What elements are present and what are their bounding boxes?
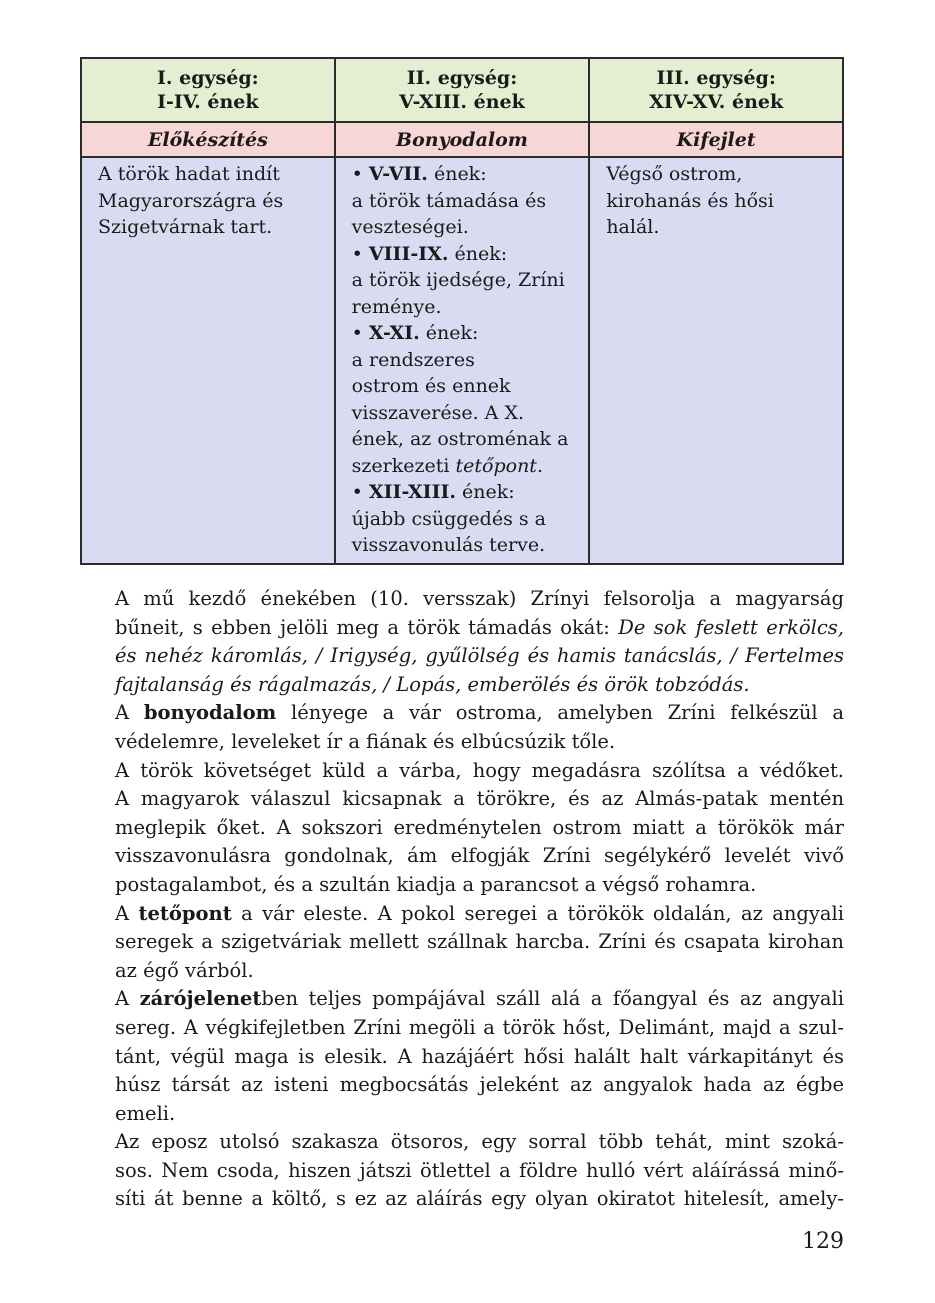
header-unit-3: III. egység: XIV-XV. ének (589, 58, 843, 122)
header-unit-1: I. egység: I-IV. ének (81, 58, 335, 122)
subheader-preparation: Előkészítés (81, 122, 335, 157)
table-header-row (81, 58, 843, 122)
table-subheader-row (81, 122, 843, 157)
cell-complication: • V-VII. ének: a török támadása és veszteségei. • VIII-IX. ének: a török ijedsége, Zríni reménye. • X-XI. ének: a rendszeres ostrom és ennek visszaverése. A X. ének, az ostroménak a szerkezeti tetőpont. • XII-XIII. ének: újabb csüggedés s a visszavonulás terve. (335, 157, 590, 564)
cell-resolution: Végső ostrom, kirohanás és hősi halál. (589, 157, 843, 564)
subheader-complication: Bonyodalom (335, 122, 590, 157)
paragraph-final-scene: A zárójelenetben teljes pompájával száll alá a főangyal és az angyali sereg. A végkifejletben Zríni megöli a török hőst, Delimánt, majd a szul- tánt, végül maga is elesik. A hazájáért hősi halált halt várkapitányt és húsz társát az isteni megbocsátás jeleként az angyalok hada az égbe emeli. (115, 987, 845, 1125)
header-unit-2: II. egység: V-XIII. ének (335, 58, 590, 122)
paragraph-intro: A mű kezdő énekében (10. versszak) Zrínyi felsorolja a magyarság bűneit, s ebben jelöli meg a török támadás okát: De sok feslett erkölcs, és nehéz káromlás, / Irigység, gyűlölség és hamis tanácslás, / Fertelmes fajtalanság és rágalmazás, / Lopás, emberölés és örök tobzódás. (115, 587, 844, 696)
canto-item: • XII-XIII. ének: (351, 481, 515, 503)
paragraph-siege: A török követséget küld a várba, hogy megadásra szólítsa a védőket. A magyarok válaszul kicsapnak a törökre, és az Almás-patak mentén meglepik őket. A sokszori eredménytelen ostrom miatt a törökök már visszavonulásra gondolnak, ám elfogják Zríni segélykérő levelét vivő postagalambot, és a szultán kiadja a parancsot a végső rohamra. (115, 758, 844, 896)
canto-item: • X-XI. ének: (351, 322, 479, 344)
canto-item: • V-VII. ének: (351, 163, 487, 185)
paragraph-complication: A bonyodalom lényege a vár ostroma, amelyben Zríni felkészül a védelemre, leveleket ír a fiának és elbúcsúzik tőle. (115, 701, 845, 753)
paragraph-climax: A tetőpont a vár eleste. A pokol seregei a törökök oldalán, az angyali seregek a szigetváriak mellett szállnak harcba. Zríni és csapata kirohan az égő várból. (115, 901, 844, 982)
page-number: 129 (802, 1229, 844, 1254)
subheader-resolution: Kifejlet (589, 122, 843, 157)
cell-preparation: A török hadat indít Magyarországra és Szigetvárnak tart. (81, 157, 335, 564)
body-text (80, 585, 844, 1214)
canto-item: • VIII-IX. ének: (351, 242, 508, 265)
structure-table (80, 57, 844, 565)
table-body-row (81, 157, 843, 564)
paragraph-last-stanza: Az eposz utolsó szakasza ötsoros, egy sorral több tehát, mint szoká- sos. Nem csoda, hiszen játszi ötlettel a földre hulló vért aláírássá minő- síti át benne a költő, s ez az aláírás egy olyan okiratot hitelesít, amely- (115, 1130, 844, 1211)
